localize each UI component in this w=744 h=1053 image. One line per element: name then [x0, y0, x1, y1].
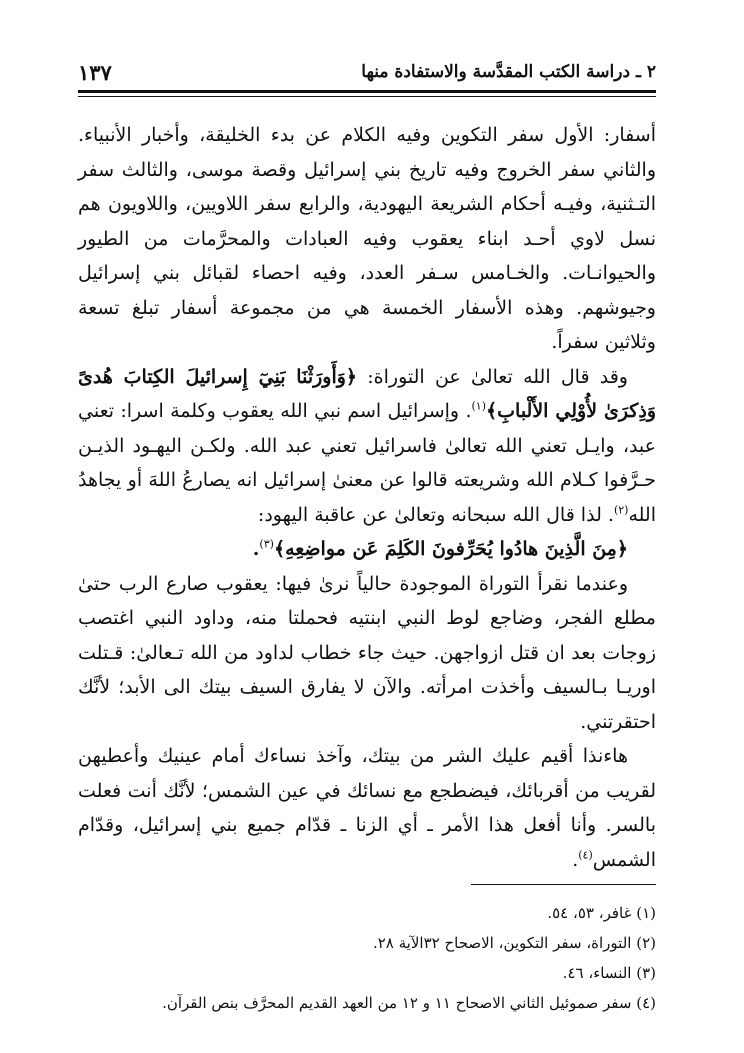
quran-verse-2: ﴿مِنَ الَّذِينَ هادُوا يُحَرِّفونَ الكَلِمَ عَن مواضِعِهِ﴾: [273, 538, 628, 560]
page-header: [78, 62, 656, 88]
paragraph-books-list: أسفار: الأول سفر التكوين وفيه الكلام عن بدء الخليقة، وأخبار الأنبياء. والثاني سفر الخروج وفيه تاريخ بني إسرائيل وقصة موسى، والثالث سفر التـثنية، وفيـه أحكام الشريعة اليهودية، والرابع سفر اللاويين، واللاويون هم نسل لاوي أحـد ابناء يعقوب وفيه العبادات والمحرَّمات من الطيور والحيوانـات. والخـامس سـفر العدد، وفيه احصاء لقبائل بني إسرائيل وجيوشهم. وهذه الأسفار الخمسة هي من مجموعة أسفار تبلغ تسعة وثلاثين سفراً.: [78, 124, 656, 353]
main-text: [78, 118, 656, 877]
paragraph-samuel-text: هاءنذا أقيم عليك الشر من بيتك، وآخذ نساءك أمام عينيك وأعطيهن لقريب من أقربائك، فيضطجع مع نسائك في عين الشمس؛ لأنَّك أنت فعلت بالسر. وأنا أفعل هذا الأمر ـ أي الزنا ـ قدّام جميع بني إسرائيل، وقدّام الشمس: [78, 745, 656, 871]
verse-end-dot: .: [252, 538, 260, 560]
paragraph-jews-end: . لذا قال الله سبحانه وتعالىٰ عن عاقبة اليهود:: [257, 503, 614, 526]
footnote-1: (١) غافر، ٥٣، ٥٤.: [547, 904, 656, 922]
footnotes: [162, 898, 656, 1018]
header-rule-thick: [78, 90, 656, 93]
header-rule-thin: [78, 96, 656, 97]
footnote-separator: [471, 884, 656, 885]
paragraph-intro: وقد قال الله تعالىٰ عن التوراة:: [367, 365, 628, 388]
page-number: ١٣٧: [78, 60, 112, 85]
footnote-3: (٣) النساء، ٤٦.: [562, 964, 656, 982]
paragraph-current-torah: وعندما نقرأ التوراة الموجودة حالياً نرىٰ فيها: يعقوب صارع الرب حتىٰ مطلع الفجر، وضاجع لوط النبي ابنتيه فحملتا منه، وداود النبي اغتصب زوجات بعد ان قتل ازواجهن. حيث جاء خطاب لداود من الله تـعالىٰ: قـتلت اوريـا بـالسيف وأخذت امرأته. والآن لا يفارق السيف بيتك الى الأبد؛ لأنَّك احتقرتني.: [78, 572, 656, 733]
paragraph-quote-samuel: [78, 739, 656, 877]
footnote-ref-2: (٢): [613, 503, 629, 517]
footnote-ref-1: (١): [471, 399, 487, 413]
paragraph-torah-quote: [78, 360, 656, 533]
footnote-2: (٢) التوراة، سفر التكوين، الاصحاح ٣٢الآية ٢٨.: [372, 934, 656, 952]
footnote-4: (٤) سفر صموئيل الثاني الاصحاح ١١ و ١٢ من العهد القديم المحرَّف بنص القرآن.: [162, 994, 656, 1012]
quran-verse-line: [78, 532, 656, 567]
quran-verse: ﴿وَأَورَثْنَا بَنِيٓ إِسرائيلَ الكِتابَ هُدىً وَذِكرَىٰ لأُوْلِي الأَلْبابِ﴾: [78, 365, 656, 422]
footnote-ref-4: (٤): [578, 848, 593, 862]
paragraph-israel-meaning: . وإسرائيل اسم نبي الله يعقوب وكلمة اسرا: تعني عبد، وايـل تعني الله تعالىٰ فاسرائيل تعني عبد الله. ولكـن اليهـود الذيـن حـرَّفوا كـلام الله وشريعته قالوا عن معنىٰ إسرائيل انه يصارعُ اللهَ أو يجاهدُ الله: [78, 400, 656, 526]
paragraph-samuel-end: .: [572, 848, 579, 871]
running-title: ٢ ـ دراسة الكتب المقدَّسة والاستفادة منها: [361, 62, 656, 82]
footnote-ref-3: (٣): [259, 537, 274, 551]
